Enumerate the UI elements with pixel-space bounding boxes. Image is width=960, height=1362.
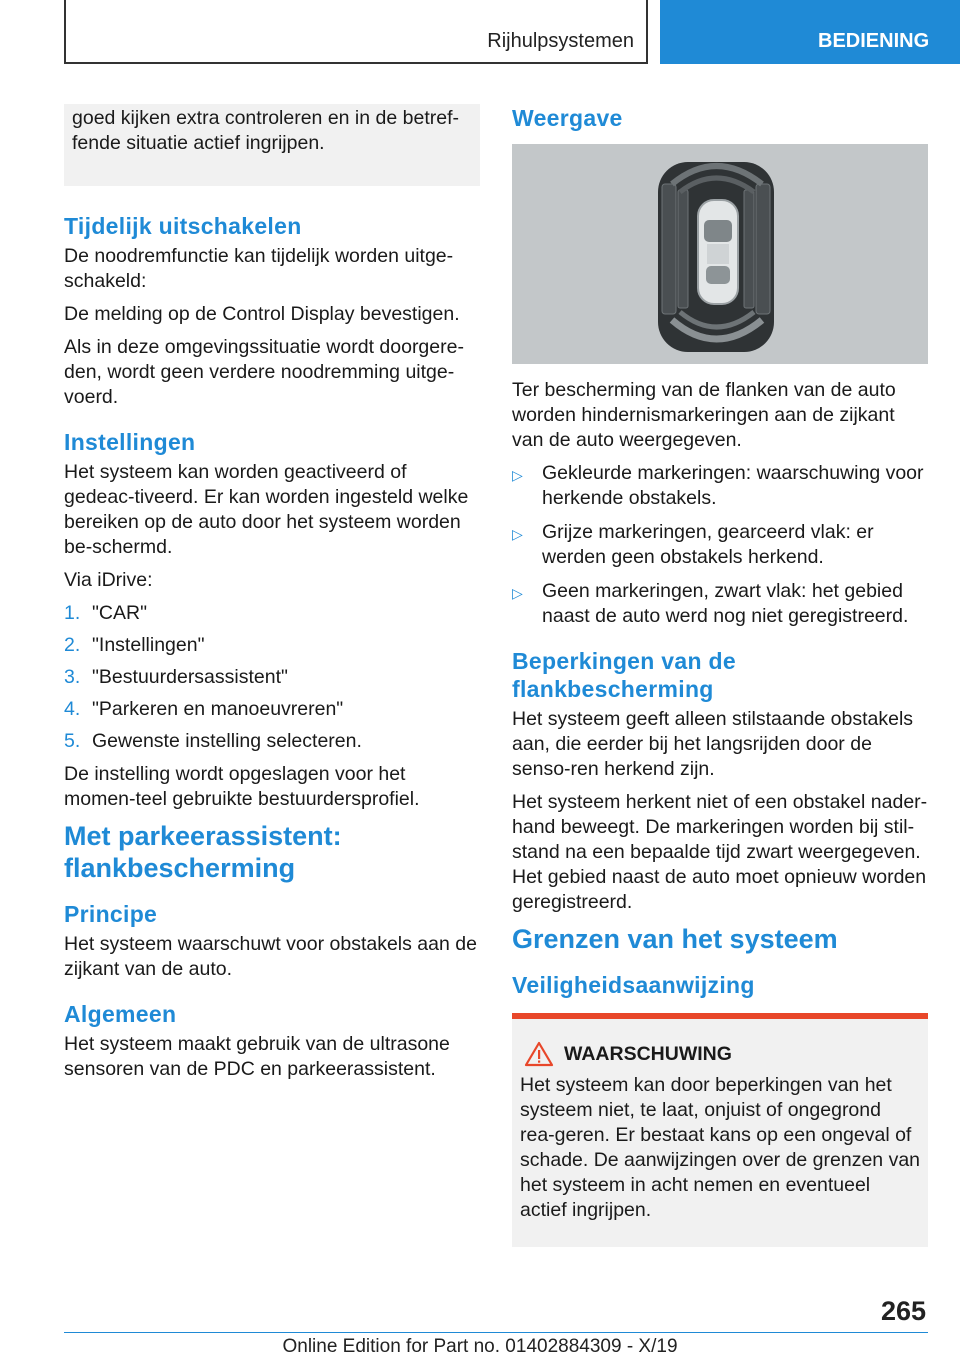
weergave-p1: Ter bescherming van de flanken van de auto worden hindernismarkeringen aan de zijkant van de auto weergegeven. bbox=[512, 379, 896, 451]
heading-beperkingen: Beperkingen van de flankbescherming bbox=[512, 648, 736, 702]
warning-label: WAARSCHUWING bbox=[564, 1042, 732, 1065]
step-item bbox=[64, 729, 480, 754]
principe-p1: Het systeem waarschuwt voor obstakels aan de zijkant van de auto. bbox=[64, 933, 477, 980]
step-number: 1. bbox=[64, 602, 81, 624]
algemeen-p1: Het systeem maakt gebruik van de ultrasone sensoren van de PDC en parkeerassistent. bbox=[64, 1033, 450, 1080]
right-column bbox=[512, 104, 928, 1247]
step-number: 4. bbox=[64, 698, 81, 720]
step-number: 2. bbox=[64, 634, 81, 656]
heading-weergave: Weergave bbox=[512, 105, 623, 131]
warning-box bbox=[512, 1013, 928, 1247]
step-text: "CAR" bbox=[92, 602, 148, 624]
step-text: "Parkeren en manoeuvreren" bbox=[92, 698, 344, 720]
continued-note bbox=[64, 104, 480, 186]
triangle-bullet-icon: ▷ bbox=[512, 585, 523, 601]
list-item bbox=[512, 579, 928, 629]
warning-text: Het systeem kan door beperkingen van het systeem niet, te laat, onjuist of ongegrond rea-geren. Er bestaat kans op een ongeval of schade. De aanwijzingen over de grenzen van het systeem in acht nemen en eventueel actief ingrijpen. bbox=[520, 1074, 921, 1221]
footer-divider bbox=[64, 1332, 928, 1333]
warning-header bbox=[520, 1041, 920, 1067]
heading-algemeen: Algemeen bbox=[64, 1001, 177, 1027]
heading-veiligheid: Veiligheidsaanwijzing bbox=[512, 972, 755, 998]
warning-triangle-icon bbox=[524, 1041, 554, 1067]
page-number: 265 bbox=[880, 1296, 926, 1326]
heading-flankbescherming: Met parkeerassistent: flankbescherming bbox=[64, 821, 342, 883]
step-item bbox=[64, 697, 480, 722]
step-item bbox=[64, 633, 480, 658]
tijdelijk-p1: De noodremfunctie kan tijdelijk worden uitge-schakeld: bbox=[64, 245, 454, 292]
step-text: "Bestuurdersassistent" bbox=[92, 666, 288, 688]
footer-edition-text: Online Edition for Part no. 01402884309 - X/19 bbox=[282, 1336, 678, 1357]
header-section-title: Rijhulpsystemen bbox=[487, 30, 634, 52]
step-item bbox=[64, 601, 480, 626]
flank-protection-illustration bbox=[512, 144, 928, 364]
bullet-text: Gekleurde markeringen: waarschuwing voor herkende obstakels. bbox=[542, 462, 924, 509]
beperkingen-p2: Het systeem herkent niet of een obstakel nader-hand beweegt. De markeringen worden bij stil-stand na een bepaalde tijd zwart weergegeven. Het gebied naast de auto moet opnieuw worden geregistreerd. bbox=[512, 791, 928, 913]
heading-tijdelijk: Tijdelijk uitschakelen bbox=[64, 213, 302, 239]
triangle-bullet-icon: ▷ bbox=[512, 526, 523, 542]
heading-instellingen: Instellingen bbox=[64, 429, 196, 455]
tijdelijk-p2: De melding op de Control Display bevestigen. bbox=[64, 303, 460, 325]
step-text: Gewenste instelling selecteren. bbox=[92, 730, 362, 752]
step-number: 3. bbox=[64, 666, 81, 688]
header-chapter-tab: BEDIENING bbox=[660, 0, 960, 64]
step-number: 5. bbox=[64, 730, 81, 752]
heading-principe: Principe bbox=[64, 901, 158, 927]
bullet-text: Grijze markeringen, gearceerd vlak: er werden geen obstakels herkend. bbox=[542, 521, 874, 568]
triangle-bullet-icon: ▷ bbox=[512, 467, 523, 483]
beperkingen-p1: Het systeem geeft alleen stilstaande obstakels aan, die eerder bij het langsrijden door de senso-ren herkend zijn. bbox=[512, 708, 914, 780]
instellingen-p1: Het systeem kan worden geactiveerd of gedeac-tiveerd. Er kan worden ingesteld welke bereiken op de auto door het systeem worden be-schermd. bbox=[64, 461, 469, 558]
marker-legend-list bbox=[512, 461, 928, 629]
step-item bbox=[64, 665, 480, 690]
list-item bbox=[512, 520, 928, 570]
instellingen-p2: Via iDrive: bbox=[64, 569, 153, 591]
bullet-text: Geen markeringen, zwart vlak: het gebied naast de auto werd nog niet geregistreerd. bbox=[542, 580, 909, 627]
tijdelijk-p3: Als in deze omgevingssituatie wordt doorgere-den, wordt geen verdere noodremming uitge-voerd. bbox=[64, 336, 464, 408]
list-item bbox=[512, 461, 928, 511]
step-text: "Instellingen" bbox=[92, 634, 205, 656]
left-column bbox=[64, 104, 480, 1090]
heading-grenzen: Grenzen van het systeem bbox=[512, 924, 838, 954]
instellingen-p3: De instelling wordt opgeslagen voor het momen-teel gebruikte bestuurdersprofiel. bbox=[64, 763, 420, 810]
continued-note-text: goed kijken extra controleren en in de betref-fende situatie actief ingrijpen. bbox=[72, 107, 459, 154]
idrive-steps bbox=[64, 601, 480, 754]
